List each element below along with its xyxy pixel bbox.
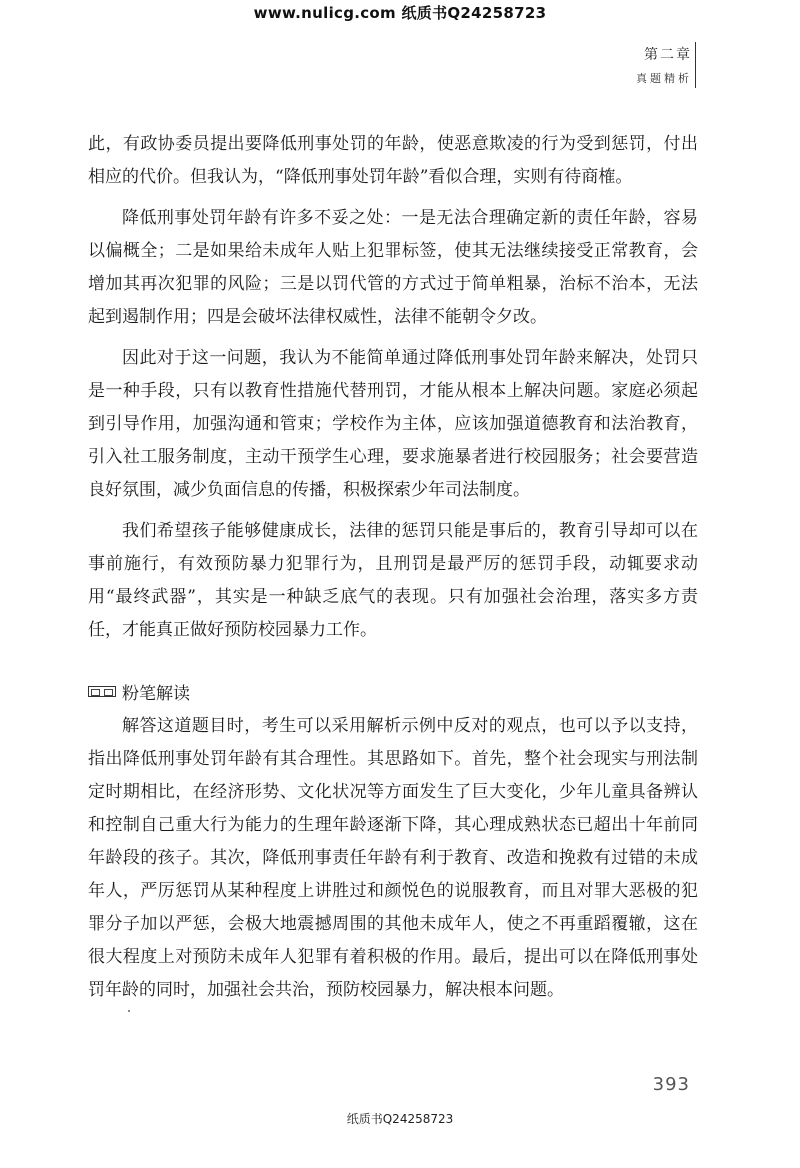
watermark-bottom: 纸质书Q24258723: [346, 1112, 454, 1126]
section-title: 真题精析: [636, 72, 692, 85]
paragraph: 我们希望孩子能够健康成长，法律的惩罚只能是事后的，教育引导却可以在事前施行，有效预防暴力犯罪行为，且刑罚是最严厉的惩罚手段，动辄要求动用“最终武器”，其实是一种缺乏底气的表现。只有加强社会治理，落实多方责任，才能真正做好预防校园暴力工作。: [88, 521, 698, 640]
page-number: 393: [652, 1074, 690, 1095]
paragraph: 因此对于这一问题，我认为不能简单通过降低刑事处罚年龄来解决，处罚只是一种手段，只有以教育性措施代替刑罚，才能从根本上解决问题。家庭必须起到引导作用，加强沟通和管束；学校作为主体，应该加强道德教育和法治教育，引入社工服务制度，主动干预学生心理，要求施暴者进行校园服务；社会要营造良好氛围，减少负面信息的传播，积极探索少年司法制度。: [88, 348, 698, 500]
watermark-top: www.nulicg.com 纸质书Q24258723: [253, 4, 547, 22]
chalk-icon: [88, 686, 116, 697]
scan-dot: [128, 1010, 130, 1012]
interpretation-paragraph: 解答这道题目时，考生可以采用解析示例中反对的观点，也可以予以支持，指出降低刑事处罚年龄有其合理性。其思路如下。首先，整个社会现实与刑法制定时期相比，在经济形势、文化状况等方面发生了巨大变化，少年儿童具备辨认和控制自己重大行为能力的生理年龄逐渐下降，其心理成熟状态已超出十年前同年龄段的孩子。其次，降低刑事责任年龄有利于教育、改造和挽救有过错的未成年人，严厉惩罚从某种程度上讲胜过和颜悦色的说服教育，而且对罪大恶极的犯罪分子加以严惩，会极大地震撼周围的其他未成年人，使之不再重蹈覆辙，这在很大程度上对预防未成年人犯罪有着积极的作用。最后，提出可以在降低刑事处罚年龄的同时，加强社会共治，预防校园暴力，解决根本问题。: [88, 716, 698, 1000]
section-heading-label: 粉笔解读: [122, 684, 190, 704]
running-head: [636, 44, 692, 86]
section-heading: [88, 675, 698, 708]
chapter-title: 第二章: [644, 47, 692, 63]
paragraph: 降低刑事处罚年龄有许多不妥之处：一是无法合理确定新的责任年龄，容易以偏概全；二是如果给未成年人贴上犯罪标签，使其无法继续接受正常教育，会增加其再次犯罪的风险；三是以罚代管的方式过于简单粗暴，治标不治本，无法起到遏制作用；四是会破坏法律权威性，法律不能朝令夕改。: [88, 208, 698, 327]
header-divider: [695, 42, 696, 88]
body-text: [88, 128, 698, 1007]
paragraph: 此，有政协委员提出要降低刑事处罚的年龄，使恶意欺凌的行为受到惩罚，付出相应的代价。但我认为，“降低刑事处罚年龄”看似合理，实则有待商榷。: [88, 134, 698, 187]
